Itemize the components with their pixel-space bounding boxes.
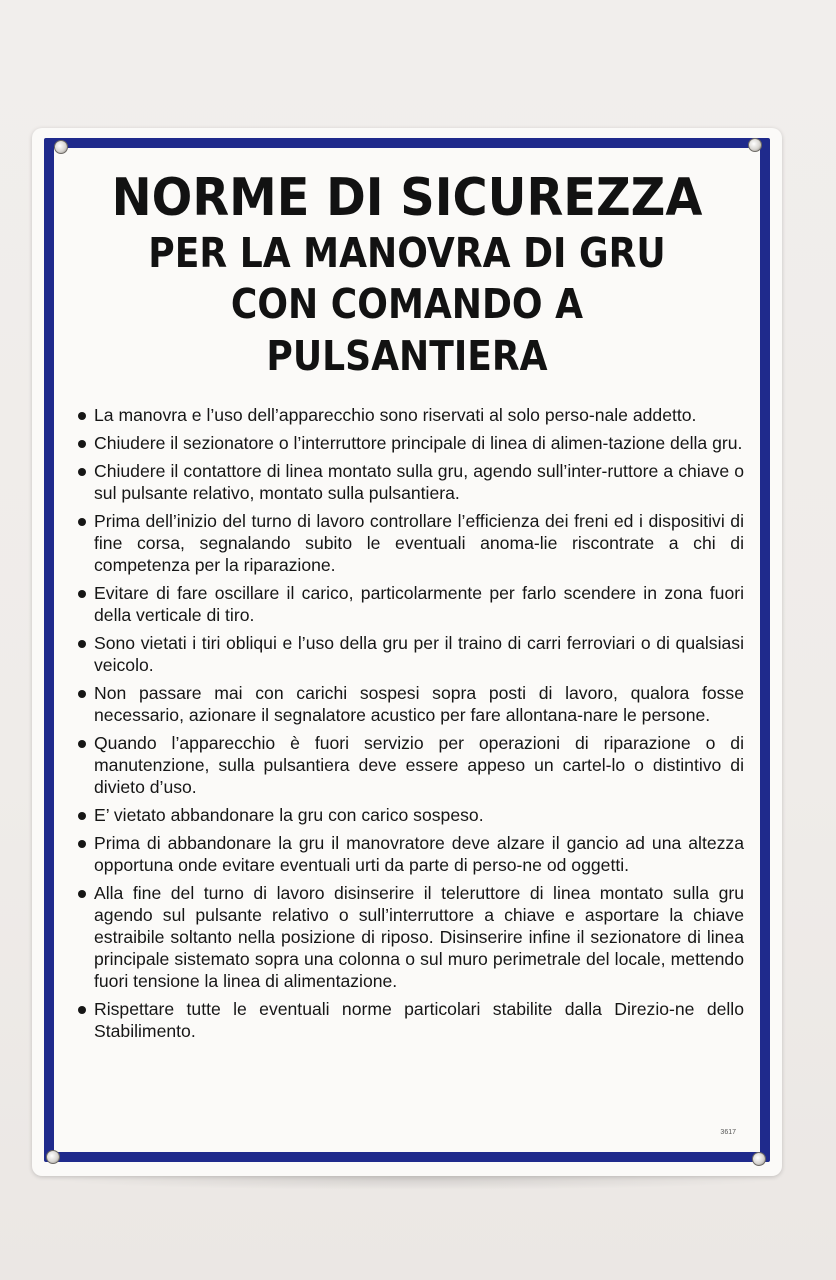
sign-content — [62, 168, 752, 1136]
bullet-icon — [78, 740, 86, 748]
rule-item — [78, 432, 744, 454]
bullet-icon — [78, 640, 86, 648]
rule-text: Non passare mai con carichi sospesi sopra posti di lavoro, qualora fosse necessario, azionare il segnalatore acustico per fare allontana-nare le persone. — [94, 683, 744, 725]
rule-text: E’ vietato abbandonare la gru con carico sospeso. — [94, 805, 484, 825]
mounting-hole-top-left — [54, 140, 68, 154]
rules-list — [62, 404, 752, 1042]
bullet-icon — [78, 690, 86, 698]
rule-item — [78, 882, 744, 992]
bullet-icon — [78, 840, 86, 848]
bullet-icon — [78, 440, 86, 448]
rule-text: Prima dell’inizio del turno di lavoro controllare l’efficienza dei freni ed i dispositivi di fine corsa, segnalando subito le eventuali anoma-lie riscontrate a chi di competenza per la riparazione. — [94, 511, 744, 575]
rule-item — [78, 804, 744, 826]
bullet-icon — [78, 812, 86, 820]
mounting-hole-top-right — [748, 138, 762, 152]
rule-item — [78, 998, 744, 1042]
rule-item — [78, 510, 744, 576]
rule-item — [78, 732, 744, 798]
bullet-icon — [78, 412, 86, 420]
bullet-icon — [78, 890, 86, 898]
rule-text: La manovra e l’uso dell’apparecchio sono riservati al solo perso-nale addetto. — [94, 405, 697, 425]
rule-text: Alla fine del turno di lavoro disinserire il teleruttore di linea montato sulla gru agendo sul pulsante relativo o sull’interruttore a chiave e asportare la chiave estraibile soltanto nella posizione di riposo. Disinserire infine il sezionatore di linea principale sistemato sopra una colonna o sul muro perimetrale del locale, mettendo fuori tensione la linea di alimentazione. — [94, 883, 744, 991]
rule-item — [78, 460, 744, 504]
mounting-hole-bottom-right — [752, 1152, 766, 1166]
sign-subtitle-line-2: CON COMANDO A PULSANTIERA — [230, 280, 584, 380]
rule-item — [78, 404, 744, 426]
rule-text: Chiudere il sezionatore o l’interruttore principale di linea di alimen-tazione della gru. — [94, 433, 743, 453]
bullet-icon — [78, 590, 86, 598]
rule-text: Prima di abbandonare la gru il manovratore deve alzare il gancio ad una altezza opportuna onde evitare eventuali urti da parte di perso-ne od oggetti. — [94, 833, 744, 875]
sign-title: NORME DI SICUREZZA — [111, 168, 703, 228]
bullet-icon — [78, 518, 86, 526]
safety-sign — [32, 128, 782, 1176]
rule-text: Sono vietati i tiri obliqui e l’uso della gru per il traino di carri ferroviari o di qualsiasi veicolo. — [94, 633, 744, 675]
rule-item — [78, 682, 744, 726]
rule-text: Quando l’apparecchio è fuori servizio per operazioni di riparazione o di manutenzione, sulla pulsantiera deve essere appeso un cartel-lo o distintivo di divieto d’uso. — [94, 733, 744, 797]
rule-text: Rispettare tutte le eventuali norme particolari stabilite dalla Direzio-ne dello Stabilimento. — [94, 999, 744, 1041]
rule-text: Chiudere il contattore di linea montato sulla gru, agendo sull’inter-ruttore a chiave o sul pulsante relativo, montato sulla pulsantiera. — [94, 461, 744, 503]
bullet-icon — [78, 468, 86, 476]
rule-text: Evitare di fare oscillare il carico, particolarmente per farlo scendere in zona fuori della verticale di tiro. — [94, 583, 744, 625]
sign-subtitle-line-1: PER LA MANOVRA DI GRU — [148, 229, 666, 277]
sign-code: 3617 — [720, 1129, 736, 1136]
bullet-icon — [78, 1006, 86, 1014]
rule-item — [78, 582, 744, 626]
mounting-hole-bottom-left — [46, 1150, 60, 1164]
rule-item — [78, 832, 744, 876]
rule-item — [78, 632, 744, 676]
